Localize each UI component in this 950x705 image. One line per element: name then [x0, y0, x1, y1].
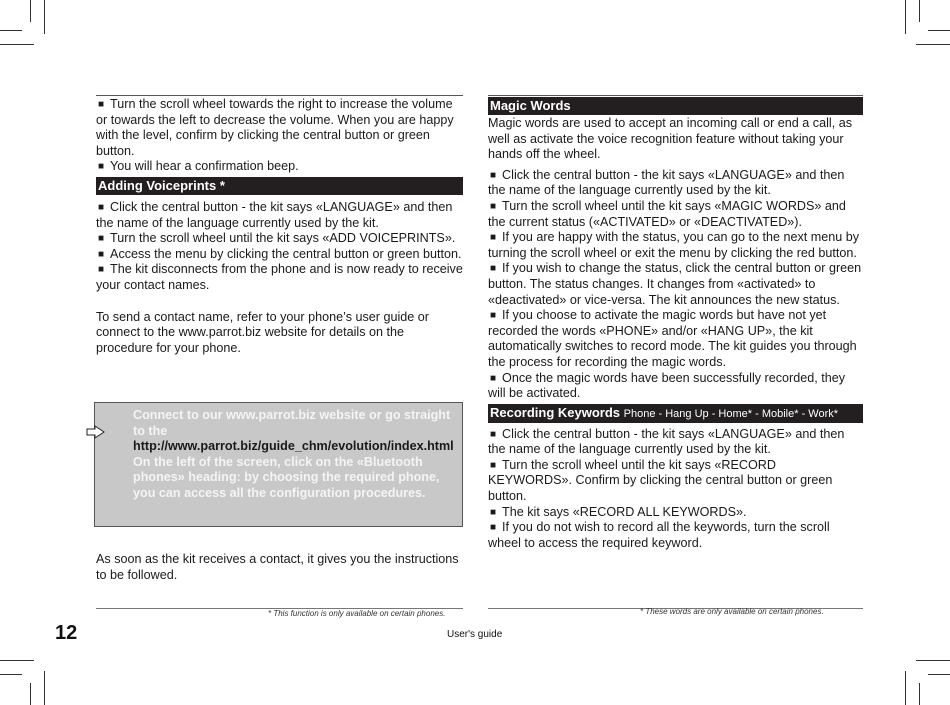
list-item: ■ Turn the scroll wheel until the kit says «ADD VOICEPRINTS».: [96, 231, 463, 247]
crop-mark: [44, 671, 45, 705]
magic-words-intro: Magic words are used to accept an incoming call or end a call, as well as activate the voice recognition feature without taking your hands off the wheel.: [488, 116, 853, 162]
closing-paragraph: As soon as the kit receives a contact, it gives you the instructions to be followed.: [96, 552, 459, 582]
right-column: [488, 95, 863, 551]
tip-text: [133, 408, 458, 502]
pointing-arrow-icon: [86, 425, 106, 439]
list-item: ■ If you choose to activate the magic words but have not yet recorded the words «PHONE» and/or «HANG UP», the kit automatically switches to record mode. The kit guides you through the process for recording the magic words.: [488, 308, 863, 370]
crop-mark: [928, 674, 950, 675]
crop-mark: [916, 660, 950, 661]
list-item: ■ If you are happy with the status, you can go to the next menu by turning the scroll wheel or exit the menu by clicking the red button.: [488, 230, 863, 261]
crop-mark: [0, 30, 22, 31]
recording-keywords-title: Recording Keywords: [490, 404, 621, 420]
volume-instruction: ■ Turn the scroll wheel towards the right to increase the volume or towards the left to decrease the volume. When you are happy with the level, confirm by clicking the central button or green button.: [96, 97, 463, 159]
list-item: ■ Access the menu by clicking the central button or green button.: [96, 247, 463, 263]
magic-words-heading: Magic Words: [488, 97, 863, 115]
list-item: ■ Click the central button - the kit says «LANGUAGE» and then the name of the language currently used by the kit.: [96, 200, 463, 231]
list-item: ■ If you wish to change the status, click the central button or green button. The status changes. It changes from «activated» to «deactivated» or vice-versa. The kit announces the new status.: [488, 261, 863, 308]
list-item: ■ The kit disconnects from the phone and is now ready to receive your contact names.: [96, 262, 463, 293]
crop-mark: [0, 44, 34, 45]
crop-mark: [905, 0, 906, 34]
crop-mark: [919, 0, 920, 22]
crop-mark: [30, 683, 31, 705]
recording-keywords-subtitle: Phone - Hang Up - Home* - Mobile* - Work*: [623, 407, 839, 420]
list-item: ■ Click the central button - the kit says «LANGUAGE» and then the name of the language currently used by the kit.: [488, 427, 863, 458]
list-item: ■ Click the central button - the kit says «LANGUAGE» and then the name of the language currently used by the kit.: [488, 168, 863, 199]
crop-mark: [0, 674, 22, 675]
top-rule: [96, 95, 463, 96]
guide-url-link[interactable]: http://www.parrot.biz/guide_chm/evolution/index.html: [133, 439, 454, 454]
guide-label: User's guide: [447, 629, 503, 640]
left-column: [96, 95, 463, 356]
crop-mark: [928, 30, 950, 31]
list-item: ■ The kit says «RECORD ALL KEYWORDS».: [488, 505, 863, 521]
contact-name-paragraph: To send a contact name, refer to your phone’s user guide or connect to the www.parrot.biz website for details on the procedure for your phone.: [96, 309, 430, 355]
left-footnote: * This function is only available on certain phones.: [268, 609, 446, 618]
crop-mark: [44, 0, 45, 34]
tip-line-2: On the left of the screen, click on the «Bluetooth phones» heading: by choosing the required phone, you can access all the configuration procedures.: [133, 454, 440, 500]
crop-mark: [916, 44, 950, 45]
list-item: ■ Once the magic words have been successfully recorded, they will be activated.: [488, 371, 863, 402]
crop-mark: [0, 660, 34, 661]
adding-voiceprints-heading: Adding Voiceprints *: [96, 177, 463, 195]
crop-mark: [919, 683, 920, 705]
crop-mark: [905, 671, 906, 705]
confirmation-beep-note: ■ You will hear a confirmation beep.: [96, 159, 463, 175]
recording-keywords-heading: [488, 404, 863, 423]
right-footnote: * These words are only available on certain phones.: [640, 607, 824, 616]
tip-box: [94, 402, 463, 527]
page-number: 12: [55, 622, 78, 644]
list-item: ■ If you do not wish to record all the keywords, turn the scroll wheel to access the required keyword.: [488, 520, 863, 551]
top-rule: [488, 95, 863, 96]
list-item: ■ Turn the scroll wheel until the kit says «RECORD KEYWORDS». Confirm by clicking the central button or green button.: [488, 458, 863, 505]
crop-mark: [30, 0, 31, 22]
list-item: ■ Turn the scroll wheel until the kit says «MAGIC WORDS» and the current status («ACTIVATED» or «DEACTIVATED»).: [488, 199, 863, 230]
tip-line-1: Connect to our www.parrot.biz website or go straight to the: [133, 408, 451, 438]
